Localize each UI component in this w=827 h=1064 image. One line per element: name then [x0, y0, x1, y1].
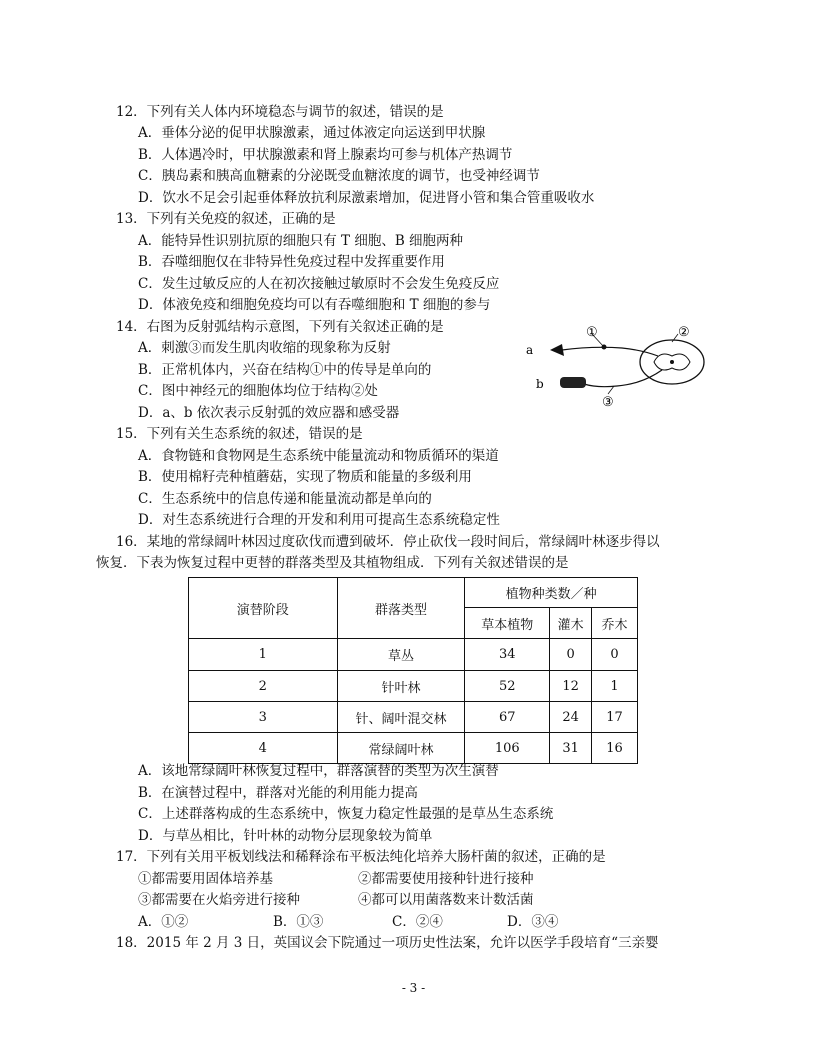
- q15-option-a: A．食物链和食物网是生态系统中能量流动和物质循环的渠道: [138, 448, 499, 464]
- q14-option-a: A．刺激③而发生肌肉收缩的现象称为反射: [138, 340, 391, 356]
- cell-shrub: 31: [550, 733, 592, 764]
- label-b: b: [536, 377, 544, 391]
- q12-option-a: A．垂体分泌的促甲状腺激素，通过体液定向运送到甲状腺: [138, 125, 486, 141]
- q13-option-d: D．体液免疫和细胞免疫均可以有吞噬细胞和 T 细胞的参与: [138, 297, 491, 313]
- succession-table: [188, 577, 638, 764]
- cell-stage: 3: [189, 702, 338, 733]
- label-3: ③: [602, 395, 614, 410]
- cell-tree: 0: [592, 639, 638, 671]
- q14-stem: 14．右图为反射弧结构示意图，下列有关叙述正确的是: [116, 319, 444, 335]
- cell-herb: 52: [465, 671, 550, 702]
- q17-option-d: D．③④: [507, 914, 559, 930]
- reflex-arc-figure: [522, 326, 712, 410]
- cell-tree: 17: [592, 702, 638, 733]
- header-tree: 乔木: [592, 608, 638, 639]
- table-row: [189, 639, 638, 671]
- q17-statement-2: ②都需要使用接种针进行接种: [358, 871, 534, 887]
- q13-option-c: C．发生过敏反应的人在初次接触过敏原时不会发生免疫反应: [138, 276, 500, 292]
- q17-option-a: A．①②: [138, 914, 189, 930]
- q12-option-d: D．饮水不足会引起垂体释放抗利尿激素增加，促进肾小管和集合管重吸收水: [138, 190, 595, 206]
- receptor-a-shape: [550, 344, 564, 356]
- q14-option-b: B．正常机体内，兴奋在结构①中的传导是单向的: [138, 362, 432, 378]
- q17-option-b: B．①③: [273, 914, 324, 930]
- cell-shrub: 0: [550, 639, 592, 671]
- cell-shrub: 12: [550, 671, 592, 702]
- table-header-row: [189, 578, 638, 608]
- q16-stem-line2: 恢复．下表为恢复过程中更替的群落类型及其植物组成．下列有关叙述错误的是: [96, 555, 569, 571]
- header-stage: 演替阶段: [189, 578, 338, 639]
- header-species-count: 植物种类数／种: [465, 578, 638, 608]
- afferent-nerve: [562, 347, 658, 356]
- q16-stem-line1: 16．某地的常绿阔叶林因过度砍伐而遭到破坏．停止砍伐一段时间后，常绿阔叶林逐步得以: [116, 534, 660, 550]
- q15-option-c: C．生态系统中的信息传递和能量流动都是单向的: [138, 491, 432, 507]
- header-herb: 草本植物: [465, 608, 550, 639]
- q12-stem: 12．下列有关人体内环境稳态与调节的叙述，错误的是: [116, 104, 444, 120]
- q13-stem: 13．下列有关免疫的叙述，正确的是: [116, 211, 336, 227]
- cell-herb: 34: [465, 639, 550, 671]
- cell-type: 针叶林: [337, 671, 465, 702]
- q17-statement-4: ④都可以用菌落数来计数活菌: [358, 892, 534, 908]
- label-2: ②: [678, 326, 690, 340]
- q16-option-a: A．该地常绿阔叶林恢复过程中，群落演替的类型为次生演替: [138, 763, 499, 779]
- table-row: [189, 671, 638, 702]
- cell-stage: 1: [189, 639, 338, 671]
- cell-stage: 4: [189, 733, 338, 764]
- q13-option-a: A．能特异性识别抗原的细胞只有 T 细胞、B 细胞两种: [138, 233, 464, 249]
- cell-tree: 1: [592, 671, 638, 702]
- q16-option-b: B．在演替过程中，群落对光能的利用能力提高: [138, 785, 418, 801]
- page-number: - 3 -: [401, 981, 426, 995]
- q17-statement-3: ③都需要在火焰旁进行接种: [138, 892, 300, 908]
- q15-option-b: B．使用棉籽壳种植蘑菇，实现了物质和能量的多级利用: [138, 469, 472, 485]
- cell-type: 草丛: [337, 639, 465, 671]
- header-community-type: 群落类型: [337, 578, 465, 639]
- label-1: ①: [586, 326, 598, 340]
- cell-tree: 16: [592, 733, 638, 764]
- q14-option-d: D．a、b 依次表示反射弧的效应器和感受器: [138, 405, 400, 421]
- label-a: a: [526, 343, 534, 357]
- central-canal: [670, 360, 674, 364]
- cell-type: 针、阔叶混交林: [337, 702, 465, 733]
- cell-stage: 2: [189, 671, 338, 702]
- effector-b-shape: [560, 377, 586, 388]
- header-shrub: 灌木: [550, 608, 592, 639]
- q13-option-b: B．吞噬细胞仅在非特异性免疫过程中发挥重要作用: [138, 254, 445, 270]
- q18-stem: 18．2015 年 2 月 3 日，英国议会下院通过一项历史性法案，允许以医学手段培育“三亲婴: [116, 935, 659, 951]
- cell-herb: 106: [465, 733, 550, 764]
- q17-statement-1: ①都需要用固体培养基: [138, 871, 273, 887]
- cell-shrub: 24: [550, 702, 592, 733]
- cell-type: 常绿阔叶林: [337, 733, 465, 764]
- q17-option-c: C．②④: [392, 914, 443, 930]
- q12-option-b: B．人体遇冷时，甲状腺激素和肾上腺素均可参与机体产热调节: [138, 147, 513, 163]
- q15-stem: 15．下列有关生态系统的叙述，错误的是: [116, 426, 363, 442]
- q12-option-c: C．胰岛素和胰高血糖素的分泌既受血糖浓度的调节，也受神经调节: [138, 168, 540, 184]
- q17-stem: 17．下列有关用平板划线法和稀释涂布平板法纯化培养大肠杆菌的叙述，正确的是: [116, 849, 606, 865]
- q16-option-d: D．与草丛相比，针叶林的动物分层现象较为简单: [138, 828, 433, 844]
- table-row: [189, 733, 638, 764]
- cell-herb: 67: [465, 702, 550, 733]
- q16-option-c: C．上述群落构成的生态系统中，恢复力稳定性最强的是草丛生态系统: [138, 806, 554, 822]
- q15-option-d: D．对生态系统进行合理的开发和利用可提高生态系统稳定性: [138, 512, 500, 528]
- q14-option-c: C．图中神经元的细胞体均位于结构②处: [138, 383, 378, 399]
- table-row: [189, 702, 638, 733]
